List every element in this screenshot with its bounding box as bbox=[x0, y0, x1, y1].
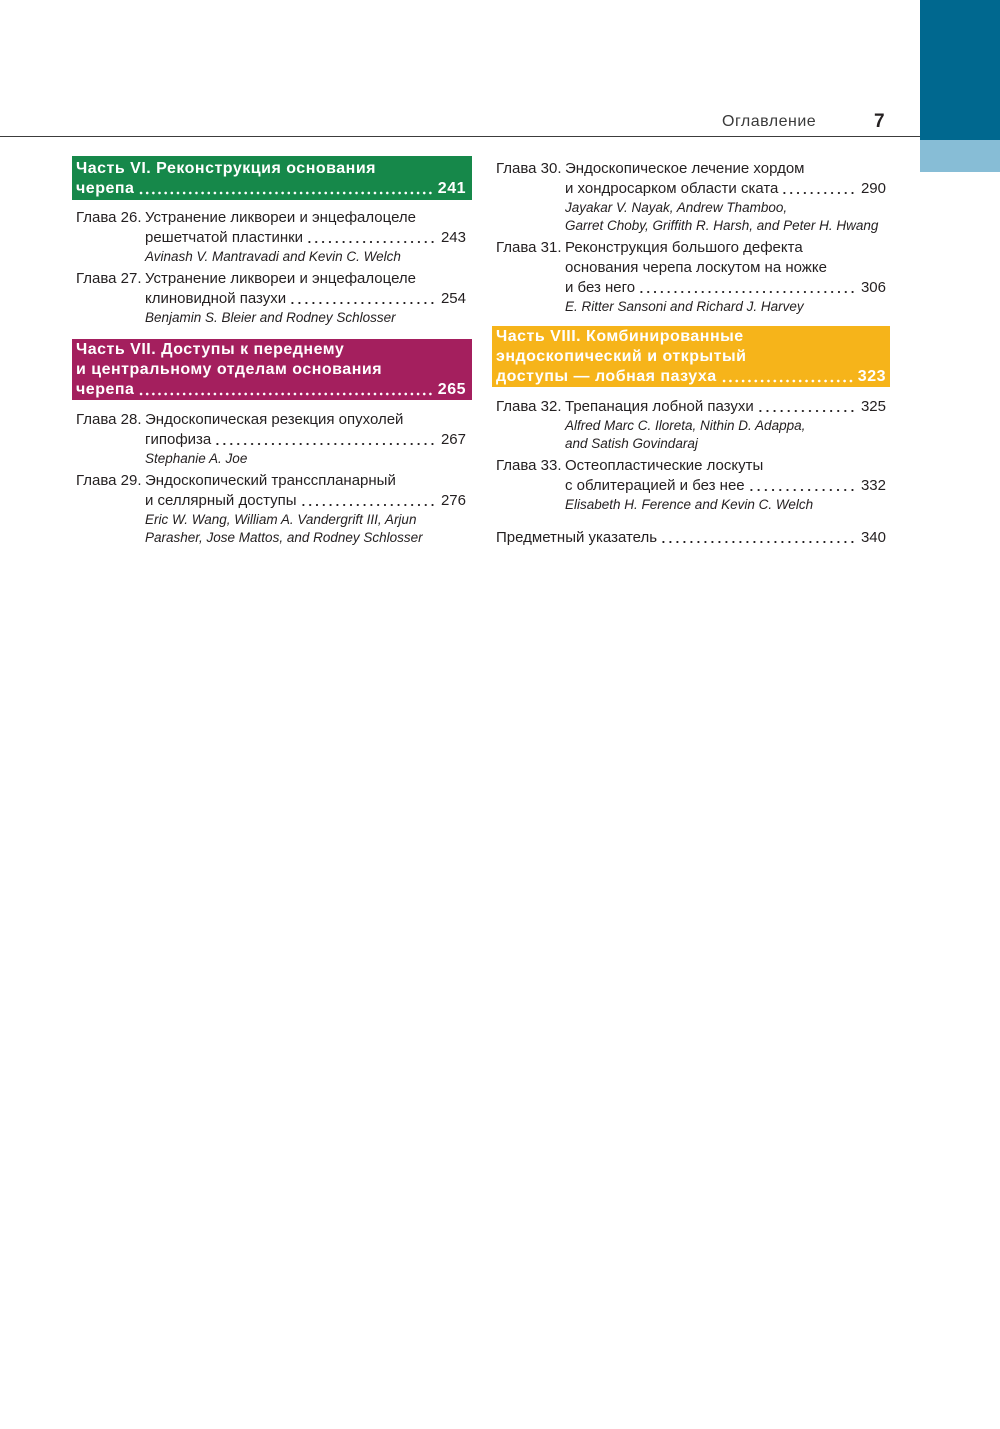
toc-entry-chapter-33 bbox=[492, 456, 890, 514]
toc-entry-chapter-31 bbox=[492, 238, 890, 316]
part-title-row bbox=[496, 367, 886, 387]
chapter-title-row bbox=[76, 228, 466, 248]
chapter-title-line: Эндоскопическая резекция опухолей bbox=[145, 411, 404, 428]
part-title-row bbox=[76, 380, 466, 400]
chapter-title-row bbox=[76, 471, 466, 491]
part-title-line: черепа bbox=[76, 381, 135, 398]
chapter-title-line: Эндоскопический трансспланарный bbox=[145, 472, 396, 489]
part-title-row bbox=[76, 179, 466, 199]
header-rule bbox=[0, 136, 920, 137]
part-title-row bbox=[496, 347, 886, 367]
chapter-label: Глава 30. bbox=[496, 160, 562, 177]
dot-leader bbox=[306, 228, 436, 248]
chapter-title-row bbox=[496, 238, 886, 258]
index-title: Предметный указатель bbox=[496, 529, 658, 546]
chapter-label: Глава 33. bbox=[496, 457, 562, 474]
part-page-number: 265 bbox=[437, 381, 466, 398]
chapter-title-line: Реконструкция большого дефекта bbox=[565, 239, 803, 256]
dot-leader bbox=[660, 528, 856, 548]
part-title-line: доступы — лобная пазуха bbox=[496, 368, 717, 385]
chapter-authors: Eric W. Wang, William A. Vandergrift III, Arjun bbox=[145, 512, 417, 527]
chapter-title-line: решетчатой пластинки bbox=[145, 229, 304, 246]
toc-entry-index bbox=[492, 528, 890, 548]
part-vi-heading bbox=[72, 156, 472, 200]
dot-leader bbox=[289, 289, 436, 309]
running-title: Оглавление bbox=[722, 113, 817, 130]
part-page-number: 323 bbox=[857, 368, 886, 385]
dot-leader bbox=[638, 278, 856, 298]
chapter-title-line: Устранение ликвореи и энцефалоцеле bbox=[145, 270, 417, 287]
dot-leader bbox=[138, 179, 433, 199]
chapter-label: Глава 29. bbox=[76, 472, 142, 489]
part-page-number: 241 bbox=[437, 180, 466, 197]
chapter-label: Глава 31. bbox=[496, 239, 562, 256]
chapter-title-row bbox=[496, 258, 886, 278]
toc-entry-chapter-26 bbox=[72, 208, 472, 266]
chapter-title-line: Эндоскопическое лечение хордом bbox=[565, 160, 805, 177]
chapter-authors: Garret Choby, Griffith R. Harsh, and Peter H. Hwang bbox=[565, 218, 879, 233]
chapter-page-number: 267 bbox=[440, 431, 466, 448]
chapter-title-row bbox=[76, 289, 466, 309]
chapter-title-row bbox=[76, 208, 466, 228]
part-viii-heading bbox=[492, 326, 890, 387]
part-title-line: и центральному отделам основания bbox=[76, 361, 383, 378]
chapter-title-line: Устранение ликвореи и энцефалоцеле bbox=[145, 209, 417, 226]
index-row bbox=[496, 528, 886, 548]
chapter-title-row bbox=[496, 476, 886, 496]
part-title-row bbox=[496, 327, 886, 347]
part-vii-heading bbox=[72, 339, 472, 400]
chapter-title-row bbox=[496, 159, 886, 179]
chapter-authors: Stephanie A. Joe bbox=[145, 451, 248, 466]
toc-right-column bbox=[492, 159, 890, 548]
section-tab-marker bbox=[920, 0, 1000, 140]
chapter-title-row bbox=[76, 491, 466, 511]
chapter-page-number: 290 bbox=[860, 180, 886, 197]
chapter-page-number: 332 bbox=[860, 477, 886, 494]
chapter-title-row bbox=[496, 278, 886, 298]
chapter-authors: Alfred Marc C. Iloreta, Nithin D. Adappa, bbox=[565, 418, 806, 433]
chapter-title-row bbox=[496, 397, 886, 417]
chapter-authors: Benjamin S. Bleier and Rodney Schlosser bbox=[145, 310, 396, 325]
chapter-label: Глава 32. bbox=[496, 398, 562, 415]
part-title-line: Часть VII. Доступы к переднему bbox=[76, 341, 345, 358]
page-number: 7 bbox=[874, 111, 885, 132]
dot-leader bbox=[721, 367, 854, 387]
dot-leader bbox=[781, 179, 856, 199]
part-title-row bbox=[76, 159, 466, 179]
toc-entry-chapter-30 bbox=[492, 159, 890, 235]
chapter-page-number: 243 bbox=[440, 229, 466, 246]
part-title-line: Часть VI. Реконструкция основания bbox=[76, 160, 376, 177]
toc-entry-chapter-32 bbox=[492, 397, 890, 453]
chapter-page-number: 254 bbox=[440, 290, 466, 307]
chapter-title-line: Трепанация лобной пазухи bbox=[565, 398, 754, 415]
toc-entry-chapter-29 bbox=[72, 471, 472, 547]
chapter-title-row bbox=[76, 430, 466, 450]
section-tab-marker-lower bbox=[920, 140, 1000, 172]
part-title-line: черепа bbox=[76, 180, 135, 197]
chapter-page-number: 306 bbox=[860, 279, 886, 296]
dot-leader bbox=[757, 397, 856, 417]
chapter-authors: and Satish Govindaraj bbox=[565, 436, 698, 451]
chapter-authors: Avinash V. Mantravadi and Kevin C. Welch bbox=[145, 249, 401, 264]
chapter-title-row bbox=[496, 179, 886, 199]
chapter-title-line: и селлярный доступы bbox=[145, 492, 297, 509]
chapter-authors: Parasher, Jose Mattos, and Rodney Schlosser bbox=[145, 530, 423, 545]
part-title-row bbox=[76, 360, 466, 380]
chapter-page-number: 325 bbox=[860, 398, 886, 415]
toc-entry-chapter-28 bbox=[72, 410, 472, 468]
part-title-line: эндоскопический и открытый bbox=[496, 348, 747, 365]
part-title-line: Часть VIII. Комбинированные bbox=[496, 328, 744, 345]
chapter-title-line: Остеопластические лоскуты bbox=[565, 457, 764, 474]
chapter-title-line: клиновидной пазухи bbox=[145, 290, 287, 307]
dot-leader bbox=[138, 380, 433, 400]
chapter-title-line: с облитерацией и без нее bbox=[565, 477, 745, 494]
index-page-number: 340 bbox=[860, 529, 886, 546]
part-title-row bbox=[76, 340, 466, 360]
chapter-title-row bbox=[76, 269, 466, 289]
chapter-label: Глава 28. bbox=[76, 411, 142, 428]
chapter-authors: Elisabeth H. Ference and Kevin C. Welch bbox=[565, 497, 814, 512]
toc-left-column bbox=[72, 156, 472, 547]
chapter-page-number: 276 bbox=[440, 492, 466, 509]
toc-entry-chapter-27 bbox=[72, 269, 472, 327]
dot-leader bbox=[214, 430, 436, 450]
chapter-label: Глава 26. bbox=[76, 209, 142, 226]
chapter-label: Глава 27. bbox=[76, 270, 142, 287]
chapter-authors: E. Ritter Sansoni and Richard J. Harvey bbox=[565, 299, 804, 314]
chapter-title-line: и хондросарком области ската bbox=[565, 180, 779, 197]
chapter-title-row bbox=[76, 410, 466, 430]
dot-leader bbox=[300, 491, 436, 511]
dot-leader bbox=[748, 476, 856, 496]
chapter-title-line: гипофиза bbox=[145, 431, 212, 448]
chapter-title-line: основания черепа лоскутом на ножке bbox=[565, 259, 827, 276]
chapter-authors: Jayakar V. Nayak, Andrew Thamboo, bbox=[565, 200, 788, 215]
chapter-title-line: и без него bbox=[565, 279, 636, 296]
chapter-title-row bbox=[496, 456, 886, 476]
